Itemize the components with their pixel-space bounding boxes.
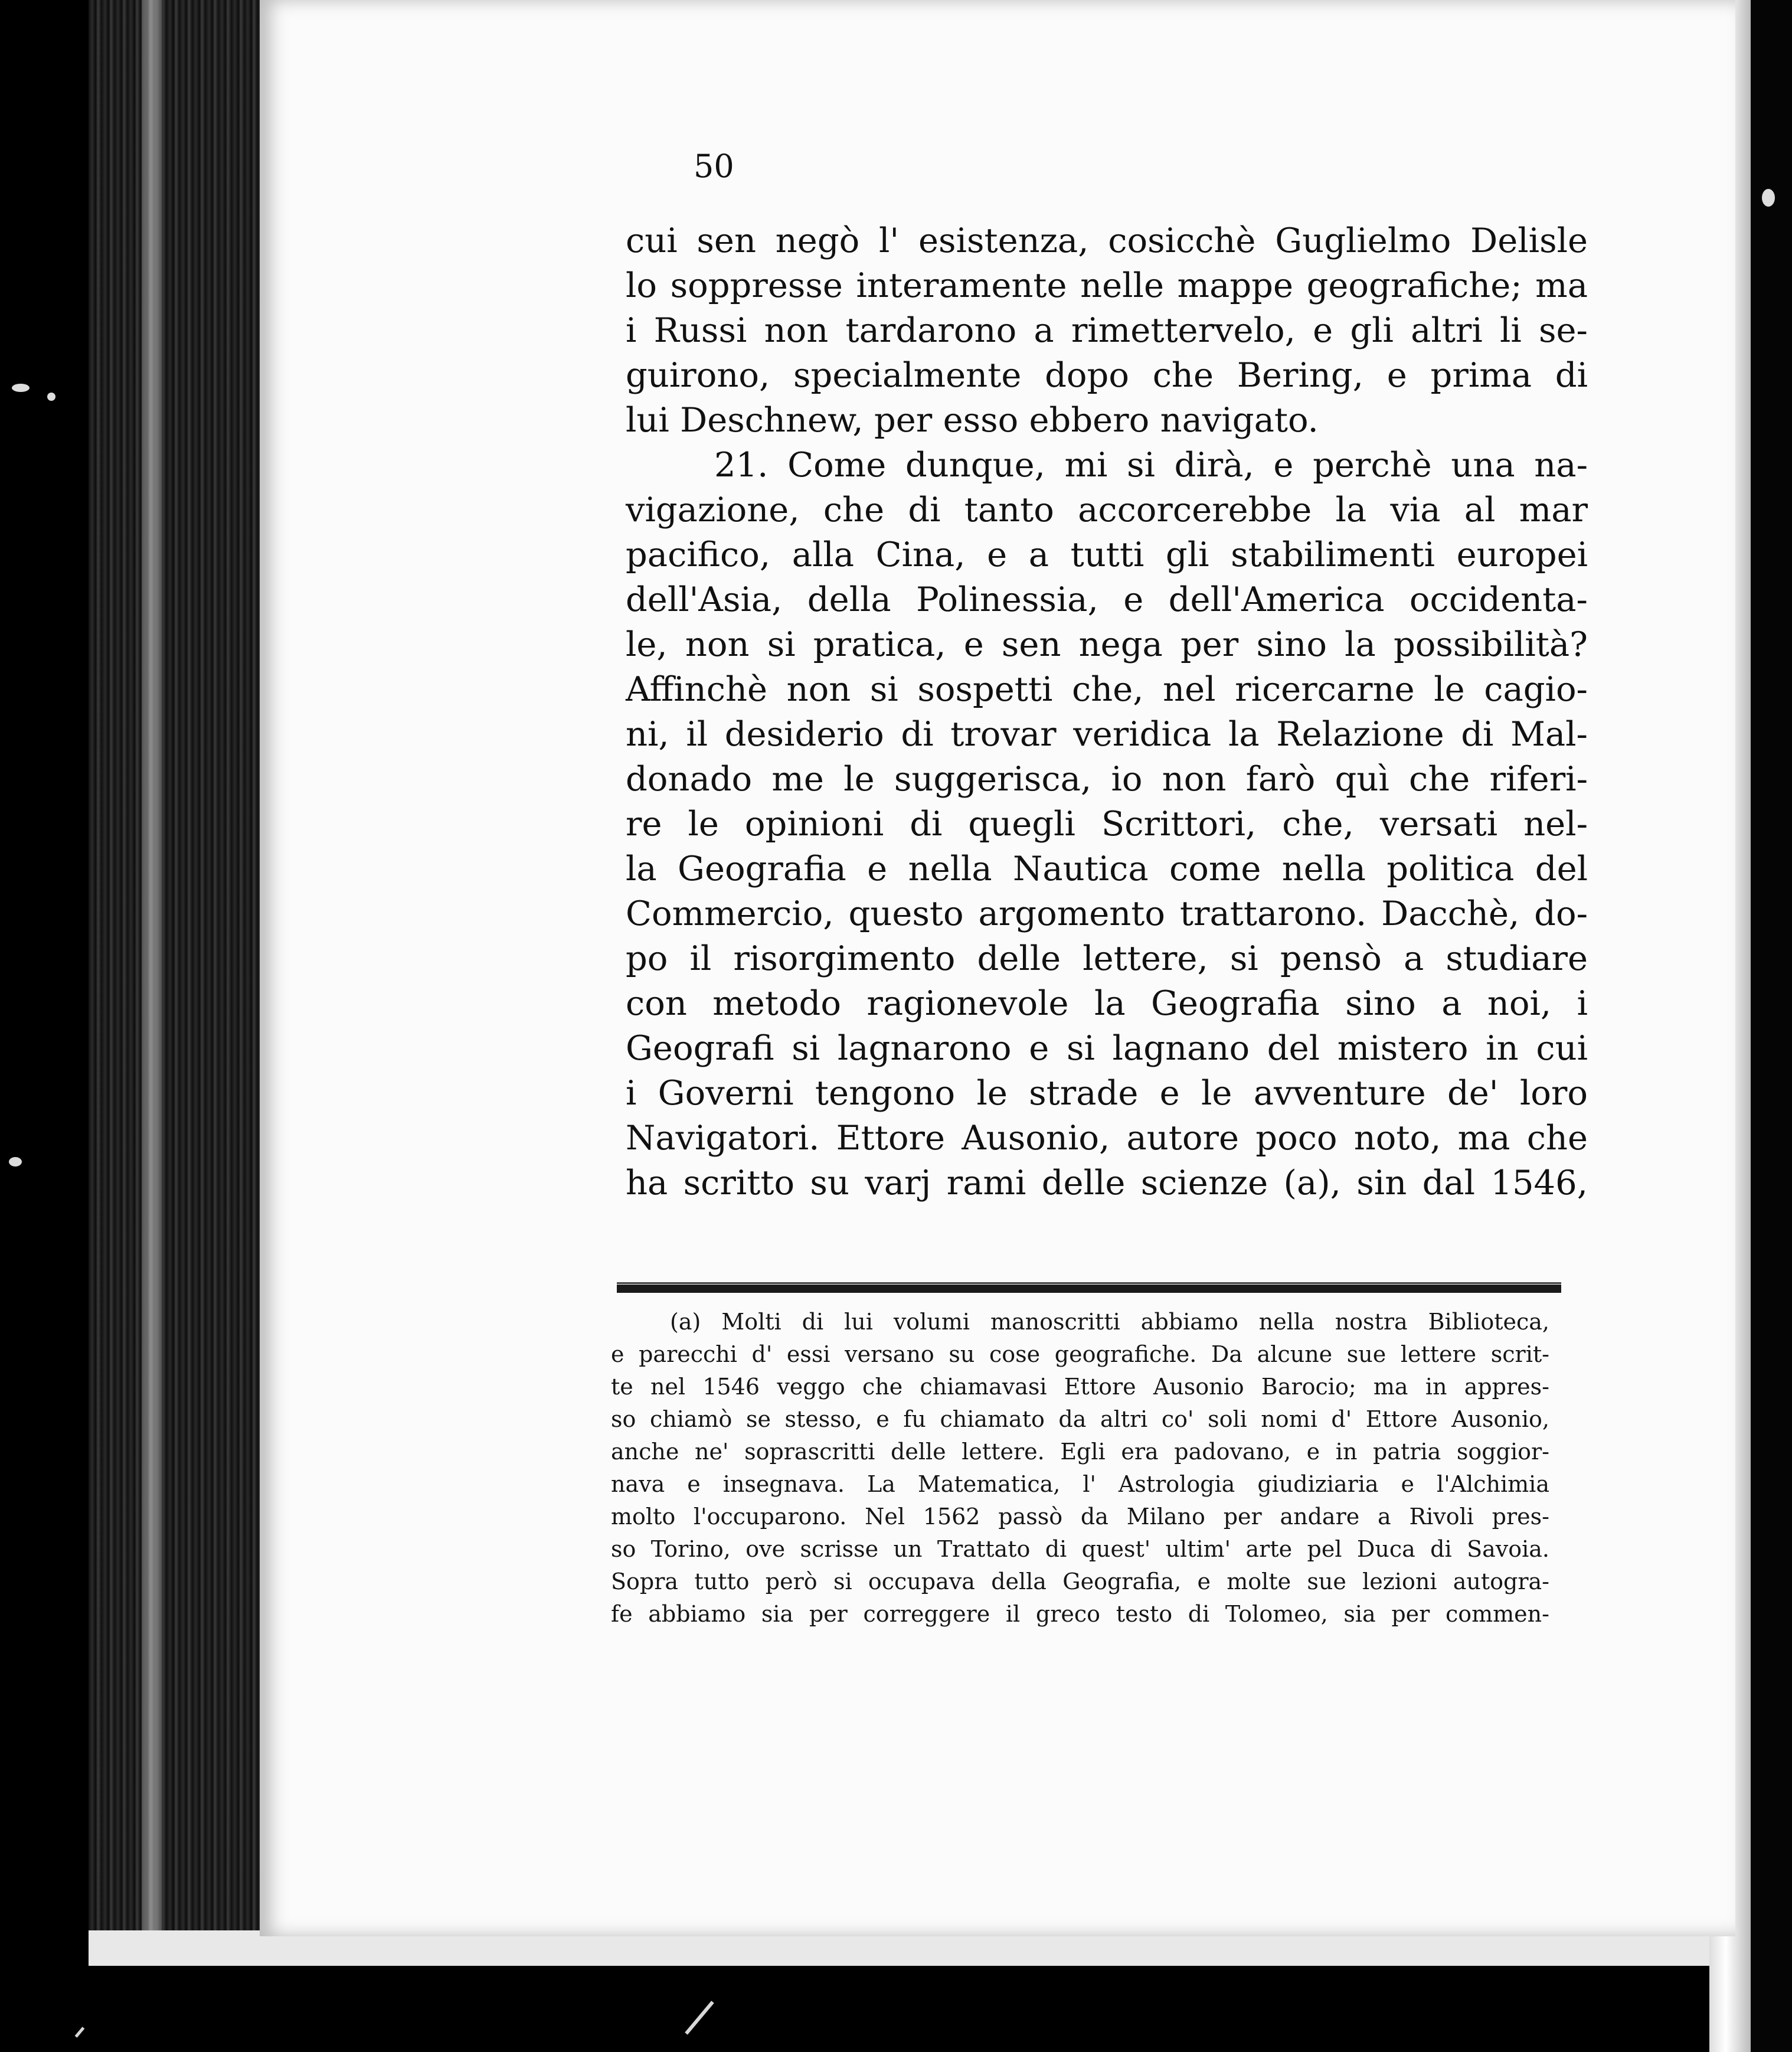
body-line: 21. Come dunque, mi si dirà, e perchè una na-: [714, 445, 1588, 485]
footnote-rule: [617, 1285, 1561, 1293]
scan-speck: [12, 384, 30, 392]
footnote-line: te nel 1546 veggo che chiamavasi Ettore Ausonio Barocio; ma in appres-: [611, 1374, 1549, 1400]
book-spine: [89, 0, 266, 1942]
scan-right-border: [1751, 0, 1792, 2052]
body-line: lo soppresse interamente nelle mappe geografiche; ma: [626, 266, 1588, 305]
spine-highlight: [142, 0, 162, 1942]
body-line: pacifico, alla Cina, e a tutti gli stabilimenti europei: [626, 535, 1588, 574]
footnote-line: so chiamò se stesso, e fu chiamato da altri co' soli nomi d' Ettore Ausonio,: [611, 1406, 1549, 1432]
body-line: la Geografia e nella Nautica come nella politica del: [626, 849, 1588, 888]
body-line: re le opinioni di quegli Scrittori, che, versati nel-: [626, 804, 1588, 844]
body-line: le, non si pratica, e sen nega per sino la possibilità?: [626, 625, 1588, 664]
footnote-rule-thin: [617, 1282, 1561, 1284]
body-line: cui sen negò l' esistenza, cosicchè Guglielmo Delisle: [626, 221, 1588, 260]
body-line: con metodo ragionevole la Geografia sino a noi, i: [626, 983, 1588, 1023]
body-text: [626, 218, 1588, 1205]
body-line: i Russi non tardarono a rimettervelo, e gli altri li se-: [626, 311, 1588, 350]
body-line: Navigatori. Ettore Ausonio, autore poco noto, ma che: [626, 1118, 1588, 1158]
scan-stroke-mark: [75, 2027, 85, 2038]
footnote-line: nava e insegnava. La Matematica, l' Astrologia giudiziaria e l'Alchimia: [611, 1471, 1549, 1497]
page-number: 50: [694, 148, 734, 185]
footnote-line: fe abbiamo sia per correggere il greco testo di Tolomeo, sia per commen-: [611, 1601, 1549, 1627]
body-line: dell'Asia, della Polinessia, e dell'America occidenta-: [626, 580, 1588, 619]
footnote-line: (a) Molti di lui volumi manoscritti abbiamo nella nostra Biblioteca,: [670, 1309, 1549, 1335]
scan-speck: [9, 1157, 22, 1166]
body-line: guirono, specialmente dopo che Bering, e prima di: [626, 355, 1588, 395]
body-line: Commercio, questo argomento trattarono. Dacchè, do-: [626, 894, 1588, 933]
body-line: ni, il desiderio di trovar veridica la Relazione di Mal-: [626, 714, 1588, 754]
scan-speck: [47, 393, 55, 401]
body-line: vigazione, che di tanto accorcerebbe la via al mar: [626, 490, 1588, 530]
body-line: i Governi tengono le strade e le avventure de' loro: [626, 1073, 1588, 1113]
body-line: donado me le suggerisca, io non farò quì che riferi-: [626, 759, 1588, 799]
body-line: Affinchè non si sospetti che, nel ricercarne le cagio-: [626, 669, 1588, 709]
footnote-line: Sopra tutto però si occupava della Geografia, e molte sue lezioni autogra-: [611, 1569, 1549, 1594]
body-line: lui Deschnew, per esso ebbero navigato.: [626, 400, 1319, 440]
footnote-line: so Torino, ove scrisse un Trattato di quest' ultim' arte pel Duca di Savoia.: [611, 1536, 1549, 1562]
scan-stroke-mark: [685, 2001, 714, 2034]
footnote-text: [611, 1306, 1549, 1631]
footnote-line: anche ne' soprascritti delle lettere. Egli era padovano, e in patria soggior-: [611, 1439, 1549, 1465]
body-line: po il risorgimento delle lettere, si pensò a studiare: [626, 939, 1588, 978]
body-line: ha scritto su varj rami delle scienze (a), sin dal 1546,: [626, 1163, 1588, 1203]
footnote-line: e parecchi d' essi versano su cose geografiche. Da alcune sue lettere scrit-: [611, 1341, 1549, 1367]
scan-speck: [1762, 189, 1775, 207]
body-line: Geografi si lagnarono e si lagnano del mistero in cui: [626, 1028, 1588, 1068]
footnote-line: molto l'occuparono. Nel 1562 passò da Milano per andare a Rivoli pres-: [611, 1504, 1549, 1530]
